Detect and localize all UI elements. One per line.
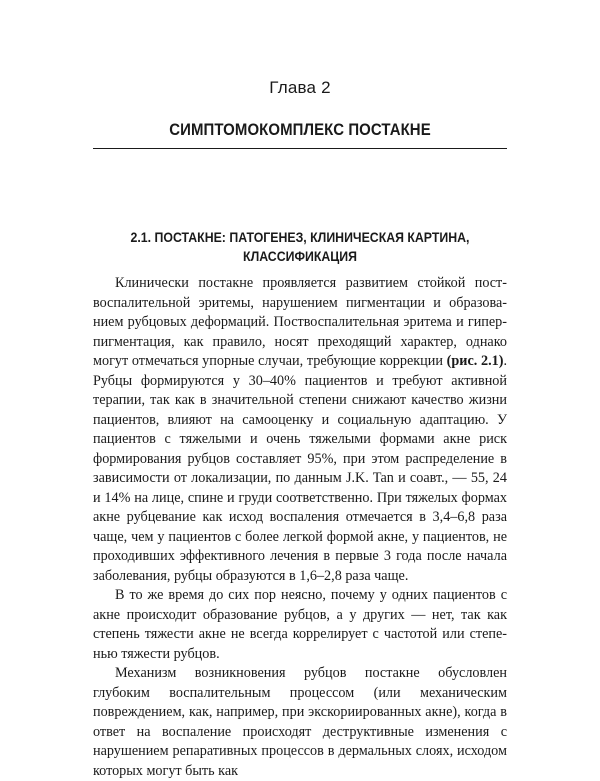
paragraph-1-text-a: Клинически постакне проявляется развитием стойкой поствоспалительной эритемы, нарушением пигментации и образованием рубцовых деформаций. Поствоспалительная эритема и гиперпигментация, как правило, носят преходящий характер, однако могут отмечаться упорные случаи, требующие коррекции xyxy=(93,275,507,369)
paragraph-1 xyxy=(93,274,507,586)
body-text xyxy=(93,274,507,781)
chapter-label: Глава 2 xyxy=(269,78,331,97)
figure-reference: (рис. 2.1) xyxy=(446,353,504,369)
title-rule xyxy=(93,148,507,149)
section-title-line-1: 2.1. ПОСТАКНЕ: ПАТОГЕНЕЗ, КЛИНИЧЕСКАЯ КАРТИНА, xyxy=(130,229,470,245)
paragraph-3: Механизм возникновения рубцов постакне обусловлен глубоким воспалительным процессом (или механическим повреждением, как, например, при экскориированных акне), когда в ответ на воспаление происходят деструктивные изменения с нарушением репаративных процессов в дермальных слоях, исходом которых могут быть как xyxy=(93,665,507,779)
section-title xyxy=(93,228,507,266)
chapter-title: СИМПТОМОКОМПЛЕКС ПОСТАКНЕ xyxy=(169,120,431,139)
paragraph-2: В то же время до сих пор неясно, почему у одних пациентов с акне происходит образование рубцов, а у других — нет, так как степень тяжести акне не всегда коррелирует с частотой или степенью тяжести рубцов. xyxy=(93,587,507,662)
section-title-line-2: КЛАССИФИКАЦИЯ xyxy=(243,248,357,264)
paragraph-1-text-b: . Рубцы формируются у 30–40% пациентов и требуют активной терапии, так как в значительной степени снижают качество жизни пациентов, влияют на самооценку и социальную адаптацию. У пациентов с тяжелыми и очень тяжелыми формами акне риск формирования рубцов составляет 95%, при этом распределение в зависимости от локализации, по данным J.K. Tan и соавт., — 55, 24 и 14% на лице, спине и груди соответственно. При тяжелых формах акне рубцевание как исход воспаления отмечается в 3,4–6,8 раза чаще, чем у пациентов с более легкой формой акне, у пациентов, не проходивших эффективного лечения в первые 3 года после начала заболевания, рубцы образуются в 1,6–2,8 раза чаще. xyxy=(93,353,508,584)
